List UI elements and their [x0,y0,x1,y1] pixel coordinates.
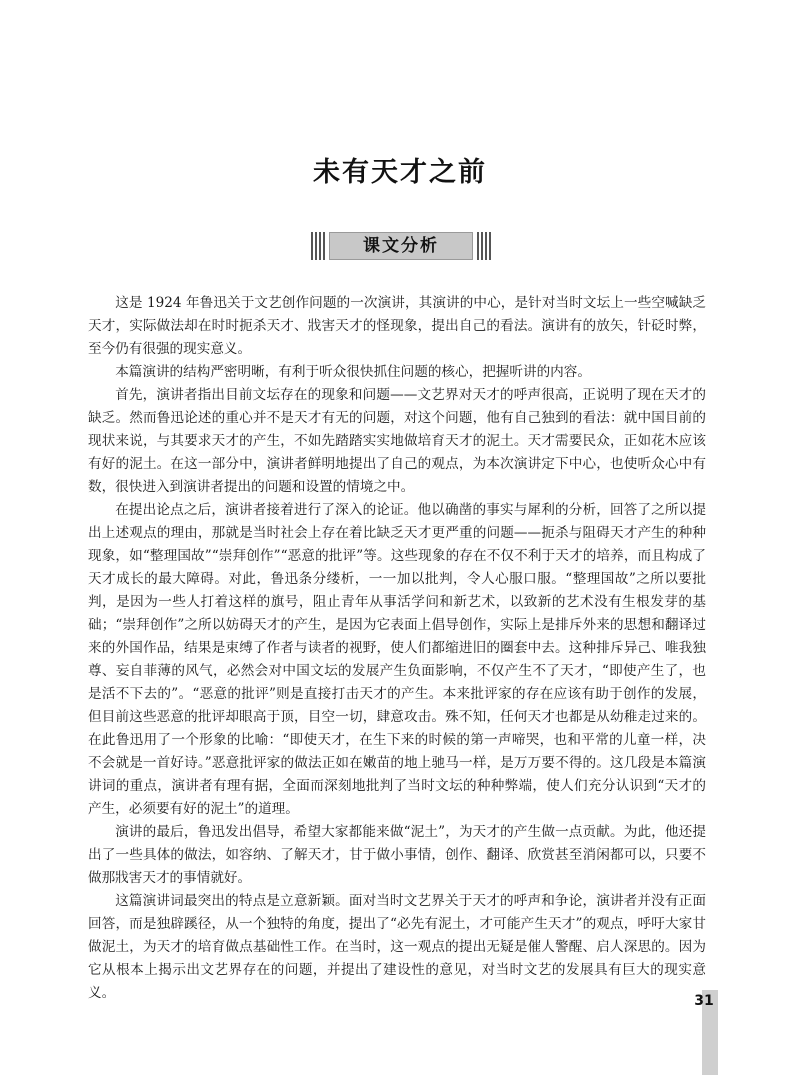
page-number: 31 [694,993,714,1009]
paragraph-4: 在提出论点之后，演讲者接着进行了深入的论证。他以确凿的事实与犀利的分析，回答了之所以提出上述观点的理由，那就是当时社会上存在着比缺乏天才更严重的问题——扼杀与阻碍天才产生的种种现象，如“整理国故”“崇拜创作”“恶意的批评”等。这些现象的存在不仅不利于天才的培养，而且构成了天才成长的最大障碍。对此，鲁迅条分缕析，一一加以批判，令人心服口服。“整理国故”之所以要批判，是因为一些人打着这样的旗号，阻止青年从事活学问和新艺术，以致新的艺术没有生根发芽的基础；“崇拜创作”之所以妨碍天才的产生，是因为它表面上倡导创作，实际上是排斥外来的思想和翻译过来的外国作品，结果是束缚了作者与读者的视野，使人们都缩进旧的圈套中去。这种排斥异己、唯我独尊、妄自菲薄的风气，必然会对中国文坛的发展产生负面影响，不仅产生不了天才，“即使产生了，也是活不下去的”。“恶意的批评”则是直接打击天才的产生。本来批评家的存在应该有助于创作的发展，但目前这些恶意的批评却眼高于顶，目空一切，肆意攻击。殊不知，任何天才也都是从幼稚走过来的。在此鲁迅用了一个形象的比喻：“即使天才，在生下来的时候的第一声啼哭，也和平常的儿童一样，决不会就是一首好诗。”恶意批评家的做法正如在嫩苗的地上驰马一样，是万万要不得的。这几段是本篇演讲词的重点，演讲者有理有据，全面而深刻地批判了当时文坛的种种弊端，使人们充分认识到“天才的产生，必须要有好的泥土”的道理。 [88,502,706,817]
page-title: 未有天才之前 [313,157,487,188]
paragraph-3: 首先，演讲者指出目前文坛存在的现象和问题——文艺界对天才的呼声很高，正说明了现在天才的缺乏。然而鲁迅论述的重心并不是天才有无的问题，对这个问题，他有自己独到的看法：就中国目前的现状来说，与其要求天才的产生，不如先踏踏实实地做培育天才的泥土。天才需要民众，正如花木应该有好的泥土。在这一部分中，演讲者鲜明地提出了自己的观点，为本次演讲定下中心，也使听众心中有数，很快进入到演讲者提出的问题和设置的情境之中。 [88,387,706,495]
paragraph-1: 这是 1924 年鲁迅关于文艺创作问题的一次演讲，其演讲的中心，是针对当时文坛上一些空喊缺乏天才，实际做法却在时时扼杀天才、戕害天才的怪现象，提出自己的看法。演讲有的放矢，针砭时弊，至今仍有很强的现实意义。 [88,295,706,357]
paragraph-2: 本篇演讲的结构严密明晰，有利于听众很快抓住问题的核心，把握听讲的内容。 [115,364,591,380]
banner-stripe-right [477,232,491,260]
body-text [88,292,706,1005]
section-heading-banner [311,232,491,260]
paragraph-6: 这篇演讲词最突出的特点是立意新颖。面对当时文艺界关于天才的呼声和争论，演讲者并没有正面回答，而是独辟蹊径，从一个独特的角度，提出了“必先有泥土，才可能产生天才”的观点，呼吁大家甘做泥土，为天才的培育做点基础性工作。在当时，这一观点的提出无疑是催人警醒、启人深思的。因为它从根本上揭示出文艺界存在的问题，并提出了建设性的意见，对当时文艺的发展具有巨大的现实意义。 [88,893,706,1001]
paragraph-5: 演讲的最后，鲁迅发出倡导，希望大家都能来做“泥土”，为天才的产生做一点贡献。为此，他还提出了一些具体的做法，如容纳、了解天才，甘于做小事情，创作、翻译、欣赏甚至消闲都可以，只要不做那戕害天才的事情就好。 [88,824,706,886]
section-heading: 课文分析 [329,232,473,260]
banner-stripe-left [311,232,325,260]
